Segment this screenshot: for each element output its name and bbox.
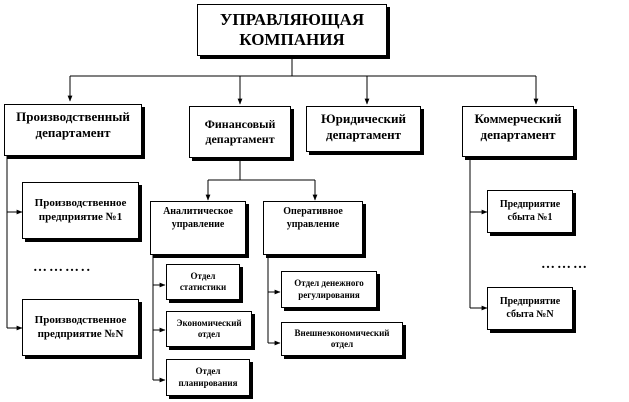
department-finance <box>189 106 291 158</box>
commercial-ellipsis: ……… <box>541 257 589 272</box>
department-production <box>4 104 142 156</box>
planning-dept <box>166 359 250 396</box>
economics-dept <box>166 311 252 347</box>
department-finance-label: Финансовый департамент <box>204 117 276 146</box>
foreign-econ-dept-label: Внешнеэкономический отдел <box>294 327 390 349</box>
department-legal-label: Юридический департамент <box>321 111 406 143</box>
root-company-label: УПРАВЛЯЮЩАЯ КОМПАНИЯ <box>219 9 365 49</box>
economics-dept-label: Экономический отдел <box>176 317 242 339</box>
operations-management-label: Оперативное управление <box>283 206 343 230</box>
production-enterprise-n <box>22 299 139 356</box>
department-commercial <box>462 106 574 157</box>
department-legal <box>306 106 421 152</box>
root-company-box <box>197 4 387 56</box>
foreign-econ-dept <box>281 322 403 356</box>
money-regulation-dept <box>281 271 377 308</box>
stats-dept-label: Отдел статистики <box>179 270 227 292</box>
production-ellipsis: ……….. <box>33 260 92 275</box>
sales-enterprise-n <box>487 287 573 330</box>
analytics-management <box>150 201 246 255</box>
sales-enterprise-1 <box>487 190 573 233</box>
department-production-label: Производственный департамент <box>16 109 130 141</box>
stats-dept <box>166 264 240 300</box>
sales-enterprise-1-label: Предприятие сбыта №1 <box>499 199 561 223</box>
production-enterprise-n-label: Производственное предприятие №N <box>34 313 127 340</box>
production-enterprise-1-label: Производственное предприятие №1 <box>34 196 127 223</box>
analytics-management-label: Аналитическое управление <box>163 206 233 230</box>
operations-management <box>263 201 363 255</box>
planning-dept-label: Отдел планирования <box>178 366 238 388</box>
department-commercial-label: Коммерческий департамент <box>474 111 562 143</box>
production-enterprise-1 <box>22 182 139 239</box>
money-regulation-dept-label: Отдел денежного регулирования <box>294 278 364 300</box>
sales-enterprise-n-label: Предприятие сбыта №N <box>499 296 561 320</box>
